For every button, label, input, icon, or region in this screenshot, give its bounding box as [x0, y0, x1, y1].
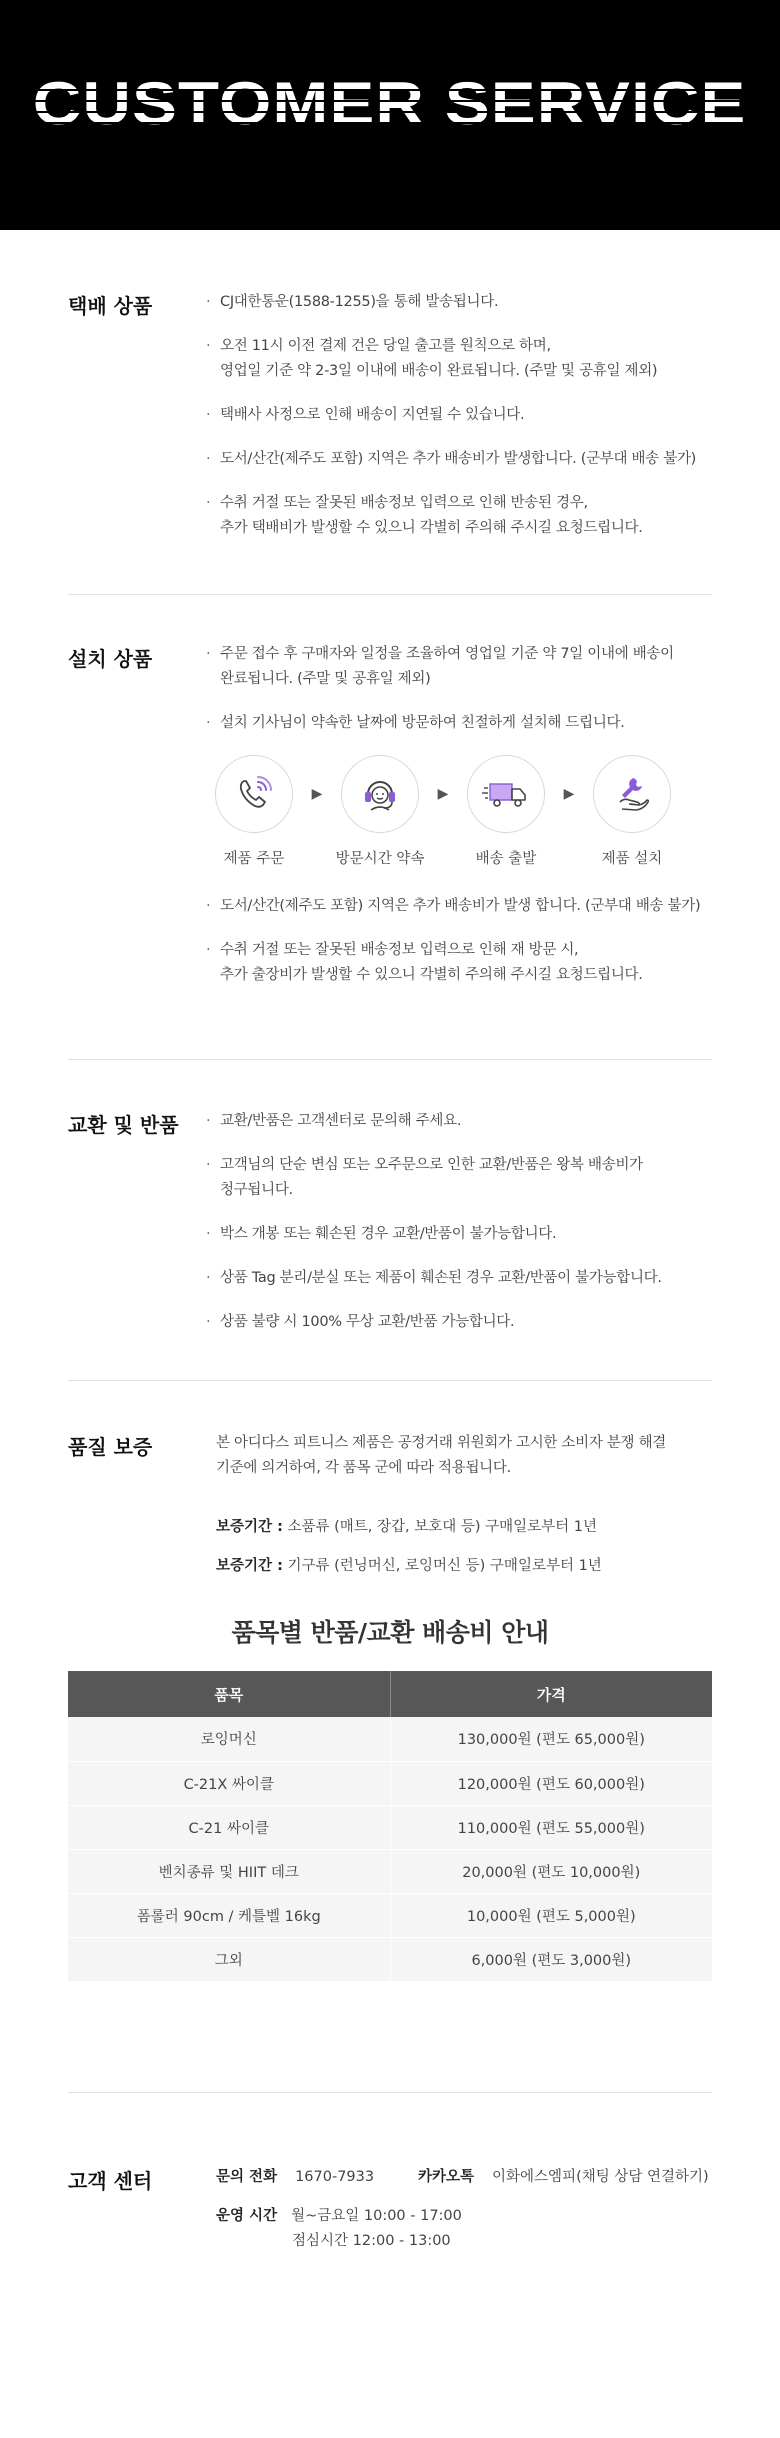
kakao-chat-link[interactable]: 이화에스엠피(채팅 상담 연결하기)	[492, 2169, 709, 2185]
section-title: 설치 상품	[68, 647, 153, 671]
phone-call-icon	[215, 755, 293, 833]
delivery-list	[206, 230, 712, 541]
list-item: · 상품 Tag 분리/분실 또는 제품이 훼손된 경우 교환/반품이 불가능합니다.	[206, 1266, 712, 1291]
list-item: · 도서/산간(제주도 포함) 지역은 추가 배송비가 발생 합니다. (군부대 배송 불가)	[206, 894, 712, 919]
kakao-row: 카카오톡 이화에스엠피(채팅 상담 연결하기)	[418, 2169, 709, 2185]
wrench-hand-icon	[593, 755, 671, 833]
list-item: · 수취 거절 또는 잘못된 배송정보 입력으로 인해 반송된 경우, 추가 택배비가 발생할 수 있으니 각별히 주의해 주시길 요청드립니다.	[206, 491, 712, 541]
list-item: · 주문 접수 후 구매자와 일정을 조율하여 영업일 기준 약 7일 이내에 배송이 완료됩니다. (주말 및 공휴일 제외)	[206, 642, 712, 692]
shipping-fee-table-title: 품목별 반품/교환 배송비 안내	[231, 1618, 549, 1647]
price-cell: 110,000원 (편도 55,000원)	[390, 1805, 712, 1849]
step-order	[214, 755, 294, 868]
item-cell: C-21 싸이클	[68, 1805, 390, 1849]
customer-center-section	[68, 2093, 712, 2428]
item-cell: 로잉머신	[68, 1717, 390, 1761]
price-cell: 120,000원 (편도 60,000원)	[390, 1761, 712, 1805]
exchange-list	[206, 1060, 712, 1335]
price-cell: 10,000원 (편도 5,000원)	[390, 1893, 712, 1937]
hero-banner	[0, 0, 780, 230]
arrow-right-icon: ▶	[563, 786, 575, 802]
arrow-right-icon: ▶	[437, 786, 449, 802]
column-header-item: 품목	[68, 1671, 390, 1717]
section-title: 택배 상품	[68, 294, 153, 318]
shipping-fee-table	[68, 1671, 712, 1982]
price-cell: 130,000원 (편도 65,000원)	[390, 1717, 712, 1761]
list-item: · 수취 거절 또는 잘못된 배송정보 입력으로 인해 재 방문 시, 추가 출장비가 발생할 수 있으니 각별히 주의해 주시길 요청드립니다.	[206, 938, 712, 988]
quality-section	[68, 1381, 712, 2093]
list-item: · CJ대한통운(1588-1255)을 통해 발송됩니다.	[206, 290, 712, 315]
section-title: 고객 센터	[68, 2169, 153, 2193]
step-label: 제품 주문	[223, 851, 285, 867]
phone-row: 문의 전화 1670-7933	[216, 2169, 375, 2185]
exchange-section	[68, 1060, 712, 1381]
section-title: 품질 보증	[68, 1435, 153, 1459]
list-item: · 박스 개봉 또는 훼손된 경우 교환/반품이 불가능합니다.	[206, 1222, 712, 1247]
price-cell: 6,000원 (편도 3,000원)	[390, 1937, 712, 1981]
page-title: CUSTOMER SERVICE	[33, 69, 747, 137]
delivery-section	[68, 230, 712, 595]
list-item: · 상품 불량 시 100% 무상 교환/반품 가능합니다.	[206, 1310, 712, 1335]
warranty-info	[216, 1515, 712, 1579]
warranty-row: 보증기간 : 기구류 (런닝머신, 로잉머신 등) 구매일로부터 1년	[216, 1558, 602, 1574]
table-header-row	[68, 1671, 712, 1717]
step-label: 방문시간 약속	[335, 851, 425, 867]
warranty-row: 보증기간 : 소품류 (매트, 장갑, 보호대 등) 구매일로부터 1년	[216, 1519, 598, 1535]
price-cell: 20,000원 (편도 10,000원)	[390, 1849, 712, 1893]
list-item: · 택배사 사정으로 인해 배송이 지연될 수 있습니다.	[206, 403, 712, 428]
headset-icon	[341, 755, 419, 833]
step-label: 배송 출발	[475, 851, 537, 867]
table-row	[68, 1849, 712, 1893]
item-cell: 폼롤러 90cm / 케틀벨 16kg	[68, 1893, 390, 1937]
list-item: · 설치 기사님이 약속한 날짜에 방문하여 친절하게 설치해 드립니다.	[206, 711, 712, 736]
table-row	[68, 1937, 712, 1981]
delivery-truck-icon	[467, 755, 545, 833]
table-row	[68, 1893, 712, 1937]
step-appointment	[335, 755, 425, 868]
install-list	[206, 595, 712, 736]
install-section	[68, 595, 712, 1060]
section-title: 교환 및 반품	[68, 1113, 179, 1137]
install-list	[206, 894, 712, 988]
list-item: · 교환/반품은 고객센터로 문의해 주세요.	[206, 1109, 712, 1134]
table-row	[68, 1717, 712, 1761]
hours-row: 운영 시간 월~금요일 10:00 - 17:00	[216, 2208, 462, 2224]
list-item: · 고객님의 단순 변심 또는 오주문으로 인한 교환/반품은 왕복 배송비가 청구됩니다.	[206, 1153, 712, 1203]
list-item: · 도서/산간(제주도 포함) 지역은 추가 배송비가 발생합니다. (군부대 배송 불가)	[206, 447, 712, 472]
step-install	[592, 755, 672, 868]
table-row	[68, 1761, 712, 1805]
arrow-right-icon: ▶	[311, 786, 323, 802]
item-cell: 그외	[68, 1937, 390, 1981]
table-row	[68, 1805, 712, 1849]
quality-description: 본 아디다스 피트니스 제품은 공정거래 위원회가 고시한 소비자 분쟁 해결 기준에 의거하여, 각 품목 군에 따라 적용됩니다.	[216, 1435, 666, 1476]
install-process-steps	[214, 755, 712, 880]
item-cell: 벤치종류 및 HIIT 데크	[68, 1849, 390, 1893]
phone-number[interactable]: 1670-7933	[295, 2169, 375, 2185]
item-cell: C-21X 싸이클	[68, 1761, 390, 1805]
column-header-price: 가격	[390, 1671, 712, 1717]
list-item: · 오전 11시 이전 결제 건은 당일 출고를 원칙으로 하며, 영업일 기준 약 2-3일 이내에 배송이 완료됩니다. (주말 및 공휴일 제외)	[206, 334, 712, 384]
step-label: 제품 설치	[601, 851, 663, 867]
lunch-row: 점심시간 12:00 - 13:00	[292, 2233, 451, 2249]
step-shipping	[466, 755, 546, 868]
